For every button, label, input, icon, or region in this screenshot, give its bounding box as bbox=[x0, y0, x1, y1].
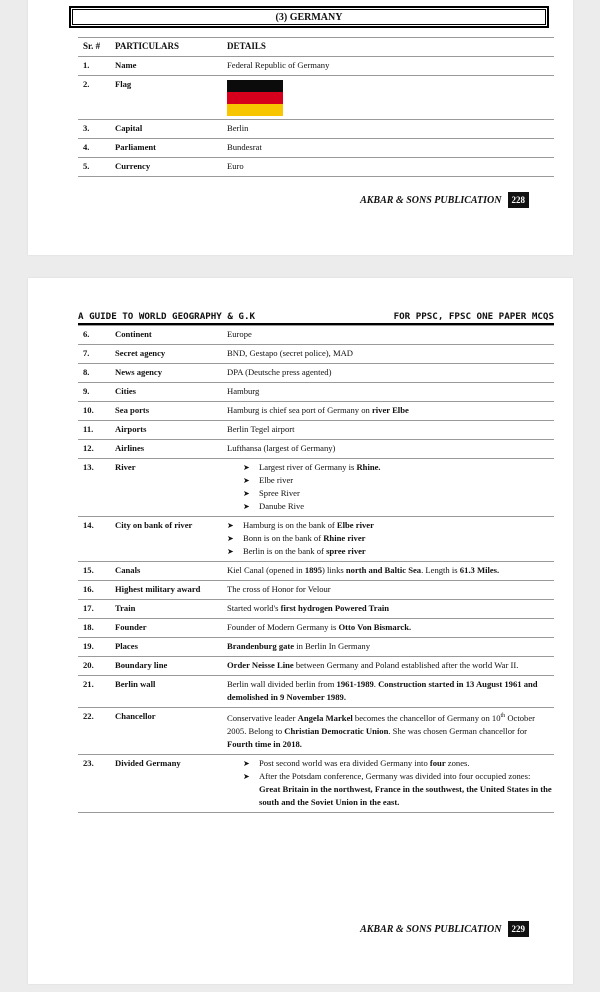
table-row bbox=[78, 600, 554, 619]
row-particular: Airports bbox=[113, 421, 225, 440]
table-row bbox=[78, 402, 554, 421]
header-particulars: PARTICULARS bbox=[113, 38, 225, 57]
table-row bbox=[78, 76, 554, 120]
table-row bbox=[78, 345, 554, 364]
detail-text: becomes the chancellor of Germany on 10 bbox=[352, 712, 501, 723]
detail-emphasis: north and Baltic Sea bbox=[345, 565, 422, 575]
row-number: 21. bbox=[78, 676, 113, 708]
row-particular: City on bank of river bbox=[113, 517, 225, 562]
row-particular: Airlines bbox=[113, 440, 225, 459]
table-row bbox=[78, 619, 554, 638]
row-detail: Berlin Tegel airport bbox=[225, 421, 554, 440]
row-particular: Highest military award bbox=[113, 581, 225, 600]
bullet-text: After the Potsdam conference, Germany was divided into four occupied zones: bbox=[259, 770, 531, 781]
table-row bbox=[78, 421, 554, 440]
row-detail bbox=[225, 517, 554, 562]
row-detail bbox=[225, 676, 554, 708]
country-title: (3) GERMANY bbox=[72, 9, 546, 25]
row-detail bbox=[225, 708, 554, 755]
row-particular: Chancellor bbox=[113, 708, 225, 755]
table-row bbox=[78, 581, 554, 600]
row-detail: Bundesrat bbox=[225, 139, 554, 158]
table-row bbox=[78, 459, 554, 517]
page-number: 228 bbox=[508, 192, 530, 208]
row-number: 12. bbox=[78, 440, 113, 459]
row-particular: River bbox=[113, 459, 225, 517]
list-item bbox=[227, 519, 552, 532]
bullet-text: Spree River bbox=[259, 488, 300, 498]
row-particular: Canals bbox=[113, 562, 225, 581]
detail-text: Founder of Modern Germany is bbox=[227, 622, 339, 632]
detail-emphasis: 61.3 Miles. bbox=[459, 565, 500, 575]
header-sr-no: Sr. # bbox=[78, 38, 113, 57]
bullet-list bbox=[227, 757, 552, 809]
row-number: 6. bbox=[78, 326, 113, 345]
bullet-text: Elbe river bbox=[259, 475, 294, 485]
detail-emphasis: 1961-1989 bbox=[336, 679, 374, 689]
row-number: 16. bbox=[78, 581, 113, 600]
row-particular: Continent bbox=[113, 326, 225, 345]
detail-text: . Length is bbox=[421, 565, 460, 575]
row-detail: Federal Republic of Germany bbox=[225, 57, 554, 76]
detail-emphasis: river Elbe bbox=[371, 405, 409, 415]
row-particular: Train bbox=[113, 600, 225, 619]
table-row bbox=[78, 139, 554, 158]
table-row bbox=[78, 638, 554, 657]
table-row bbox=[78, 364, 554, 383]
detail-text: Hamburg is chief sea port of Germany on bbox=[227, 405, 372, 415]
row-number: 8. bbox=[78, 364, 113, 383]
table-row bbox=[78, 708, 554, 755]
row-particular: News agency bbox=[113, 364, 225, 383]
row-number: 4. bbox=[78, 139, 113, 158]
publisher-name: AKBAR & SONS PUBLICATION bbox=[360, 194, 502, 206]
detail-text: . She was chosen German chancellor for bbox=[388, 725, 528, 736]
flag-stripe-black bbox=[227, 80, 283, 92]
row-detail bbox=[225, 600, 554, 619]
detail-emphasis: Brandenburg gate bbox=[227, 641, 295, 651]
list-item bbox=[243, 500, 552, 513]
bullet-emphasis: Rhine river bbox=[323, 533, 366, 543]
flag-stripe-red bbox=[227, 92, 283, 104]
row-number: 17. bbox=[78, 600, 113, 619]
detail-emphasis: 1895 bbox=[304, 565, 322, 575]
row-particular: Berlin wall bbox=[113, 676, 225, 708]
detail-emphasis: first hydrogen Powered Train bbox=[280, 603, 390, 613]
list-item bbox=[243, 770, 552, 809]
detail-text: Kiel Canal (opened in bbox=[227, 565, 305, 575]
germany-facts-table-1 bbox=[78, 37, 554, 177]
running-header bbox=[78, 311, 554, 325]
bullet-emphasis: Great Britain in the northwest, France in the southwest, the United States in the south and the Soviet Union in the east. bbox=[259, 783, 552, 807]
list-item bbox=[243, 474, 552, 487]
row-number: 1. bbox=[78, 57, 113, 76]
row-particular: Secret agency bbox=[113, 345, 225, 364]
bullet-list bbox=[227, 461, 552, 513]
detail-emphasis: Construction started in 13 August 1961 and demolished in 9 November 1989. bbox=[227, 679, 538, 702]
germany-flag-image bbox=[227, 80, 283, 116]
table-row bbox=[78, 657, 554, 676]
bullet-emphasis: Rhine bbox=[356, 462, 379, 472]
row-detail: Europe bbox=[225, 326, 554, 345]
bullet-text: Hamburg is on the bank of bbox=[243, 520, 337, 530]
row-particular: Divided Germany bbox=[113, 754, 225, 812]
detail-emphasis: Angela Markel bbox=[297, 712, 353, 723]
row-detail: Berlin bbox=[225, 120, 554, 139]
row-number: 19. bbox=[78, 638, 113, 657]
row-detail bbox=[225, 657, 554, 676]
row-detail: The cross of Honor for Velour bbox=[225, 581, 554, 600]
row-detail: DPA (Deutsche press agented) bbox=[225, 364, 554, 383]
row-detail: Lufthansa (largest of Germany) bbox=[225, 440, 554, 459]
detail-text: in Berlin In Germany bbox=[294, 641, 370, 651]
header-details: DETAILS bbox=[225, 38, 554, 57]
header-exam-title: FOR PPSC, FPSC ONE PAPER MCQS bbox=[393, 311, 554, 322]
header-book-title: A GUIDE TO WORLD GEOGRAPHY & G.K bbox=[78, 311, 256, 322]
list-item bbox=[243, 461, 552, 474]
table-row bbox=[78, 120, 554, 139]
table-row bbox=[78, 562, 554, 581]
detail-emphasis: Otto Von Bismarck. bbox=[338, 622, 412, 632]
row-number: 18. bbox=[78, 619, 113, 638]
row-particular: Cities bbox=[113, 383, 225, 402]
row-detail bbox=[225, 754, 554, 812]
row-number: 3. bbox=[78, 120, 113, 139]
detail-emphasis: Order Neisse Line bbox=[227, 660, 294, 670]
bullet-text: Largest river of Germany is bbox=[259, 462, 357, 472]
bullet-punct: . bbox=[378, 462, 381, 472]
list-item bbox=[243, 757, 552, 770]
bullet-text: Berlin is on the bank of bbox=[243, 546, 327, 556]
row-particular: Places bbox=[113, 638, 225, 657]
row-number: 13. bbox=[78, 459, 113, 517]
page-footer bbox=[360, 192, 529, 208]
bullet-text: Post second world was era divided Germany into bbox=[259, 757, 430, 768]
list-item bbox=[227, 545, 552, 558]
page-228 bbox=[28, 0, 573, 255]
detail-emphasis: Christian Democratic Union bbox=[284, 725, 389, 736]
page-number: 229 bbox=[508, 921, 530, 937]
table-row bbox=[78, 383, 554, 402]
detail-text: between Germany and Poland established after the world War II. bbox=[293, 660, 519, 670]
bullet-text: Danube Rive bbox=[259, 501, 305, 511]
table-row bbox=[78, 440, 554, 459]
table-row bbox=[78, 158, 554, 177]
row-number: 7. bbox=[78, 345, 113, 364]
table-row bbox=[78, 676, 554, 708]
detail-text: Started world's bbox=[227, 603, 281, 613]
country-title-box bbox=[69, 6, 549, 28]
list-item bbox=[227, 532, 552, 545]
table-row bbox=[78, 326, 554, 345]
row-particular: Parliament bbox=[113, 139, 225, 158]
detail-text: Conservative leader bbox=[227, 712, 298, 723]
flag-stripe-gold bbox=[227, 104, 283, 116]
row-particular: Capital bbox=[113, 120, 225, 139]
row-number: 14. bbox=[78, 517, 113, 562]
row-number: 2. bbox=[78, 76, 113, 120]
row-detail bbox=[225, 619, 554, 638]
ordinal-suffix: th bbox=[500, 713, 506, 719]
row-number: 5. bbox=[78, 158, 113, 177]
row-detail: Euro bbox=[225, 158, 554, 177]
page-229 bbox=[28, 278, 573, 984]
bullet-emphasis: Elbe river bbox=[336, 520, 374, 530]
row-detail bbox=[225, 562, 554, 581]
row-particular: Sea ports bbox=[113, 402, 225, 421]
row-particular: Currency bbox=[113, 158, 225, 177]
detail-text: October 2005. Belong to bbox=[227, 712, 535, 736]
row-number: 23. bbox=[78, 754, 113, 812]
row-detail bbox=[225, 402, 554, 421]
row-number: 20. bbox=[78, 657, 113, 676]
row-number: 15. bbox=[78, 562, 113, 581]
table-row bbox=[78, 754, 554, 812]
row-detail bbox=[225, 638, 554, 657]
detail-text: Berlin wall divided berlin from bbox=[227, 679, 337, 689]
row-detail bbox=[225, 76, 554, 120]
detail-text: ) links bbox=[322, 565, 346, 575]
row-detail: BND, Gestapo (secret police), MAD bbox=[225, 345, 554, 364]
germany-facts-table-2 bbox=[78, 325, 554, 813]
detail-text: . bbox=[373, 679, 379, 689]
row-particular: Flag bbox=[113, 76, 225, 120]
bullet-text: Bonn is on the bank of bbox=[243, 533, 324, 543]
row-particular: Founder bbox=[113, 619, 225, 638]
row-number: 22. bbox=[78, 708, 113, 755]
row-detail bbox=[225, 459, 554, 517]
page-footer bbox=[360, 921, 529, 937]
row-number: 9. bbox=[78, 383, 113, 402]
table-header-row bbox=[78, 38, 554, 57]
row-number: 11. bbox=[78, 421, 113, 440]
bullet-list bbox=[227, 519, 552, 558]
detail-emphasis: Fourth time in 2018. bbox=[227, 738, 302, 749]
bullet-emphasis: spree river bbox=[326, 546, 366, 556]
row-particular: Name bbox=[113, 57, 225, 76]
list-item bbox=[243, 487, 552, 500]
row-detail: Hamburg bbox=[225, 383, 554, 402]
row-particular: Boundary line bbox=[113, 657, 225, 676]
table-row bbox=[78, 57, 554, 76]
row-number: 10. bbox=[78, 402, 113, 421]
publisher-name: AKBAR & SONS PUBLICATION bbox=[360, 923, 502, 935]
table-row bbox=[78, 517, 554, 562]
bullet-emphasis: four bbox=[429, 757, 446, 768]
bullet-text: zones. bbox=[445, 757, 470, 768]
